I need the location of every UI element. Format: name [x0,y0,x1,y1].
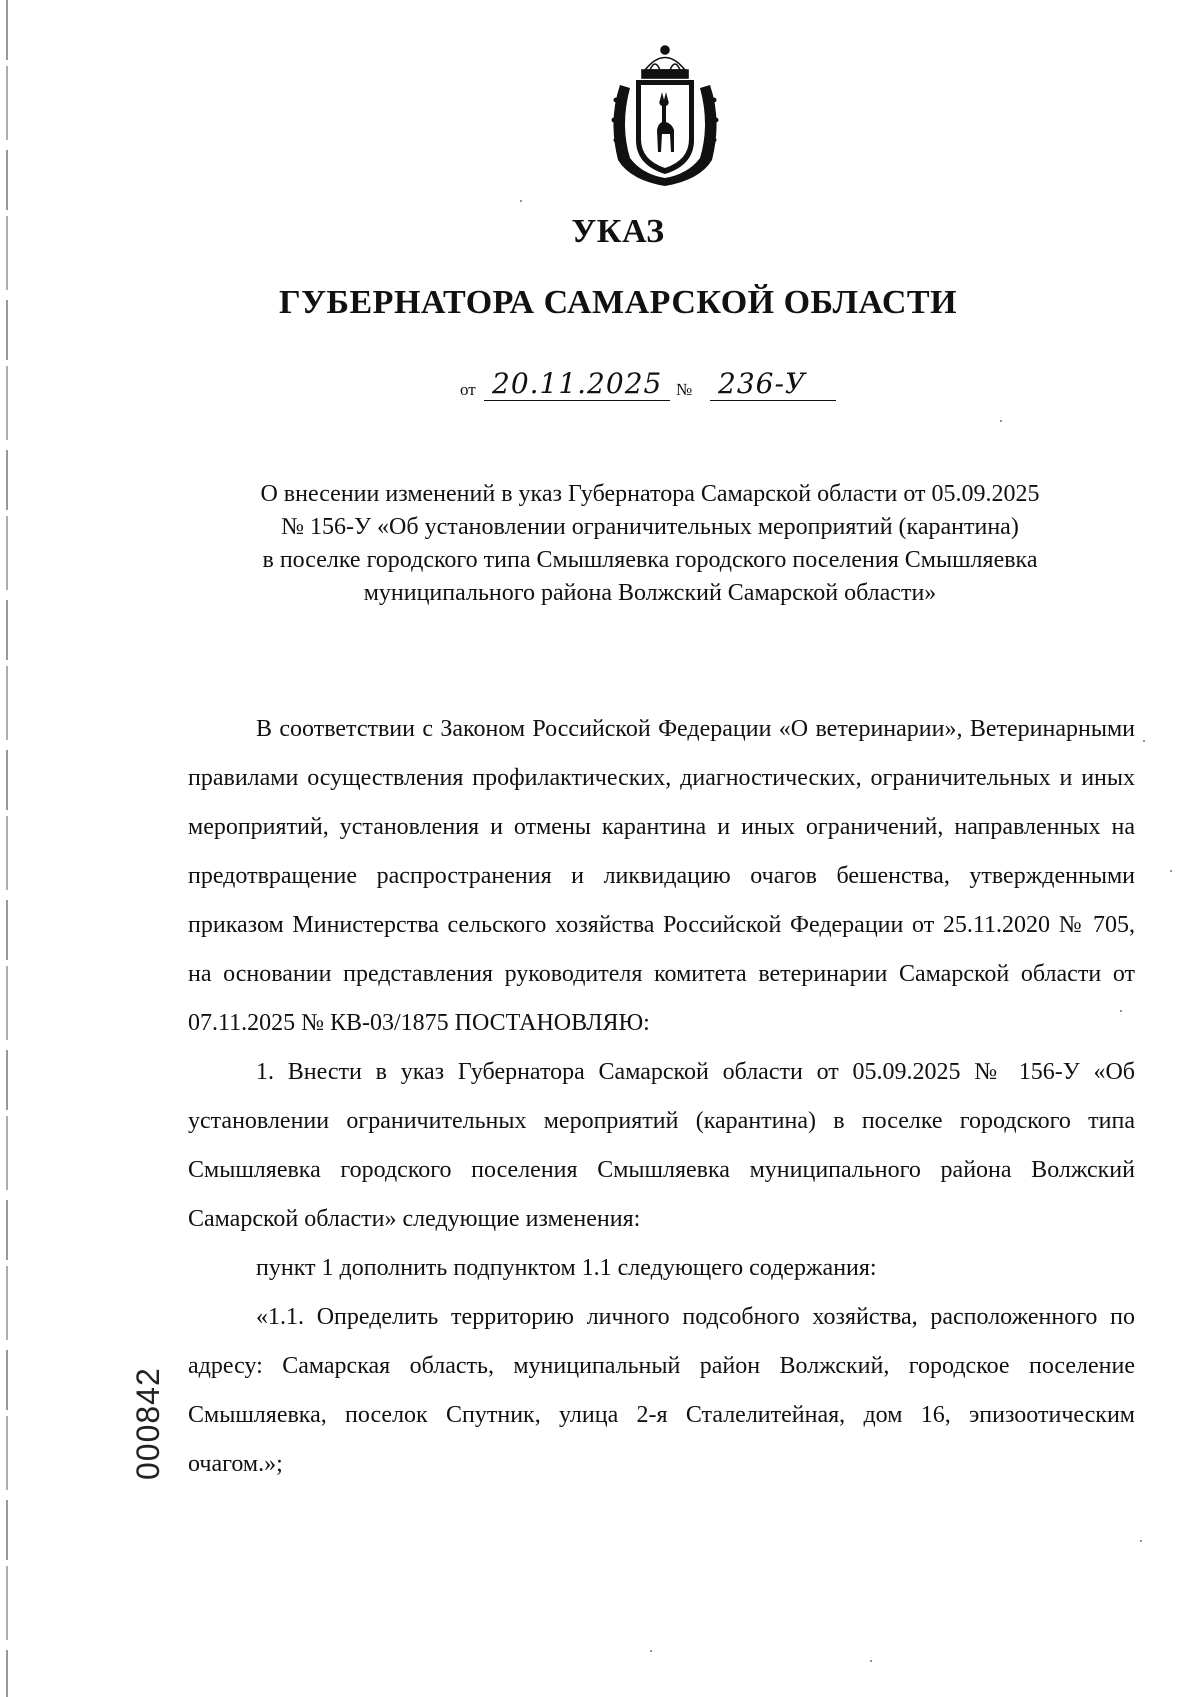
subject-line: № 156-У «Об установлении ограничительных мероприятий (карантина) [281,514,1019,540]
scan-speck [870,1660,872,1662]
document-body [188,705,1135,1489]
document-title: УКАЗ [571,213,665,250]
subject-line: в поселке городского типа Смышляевка городского поселения Смышляевка [262,547,1038,573]
subject-line: О внесении изменений в указ Губернатора Самарской области от 05.09.2025 [260,481,1040,507]
handwritten-date: 20.11.2025 [484,370,670,401]
scan-speck [1143,740,1145,742]
scan-speck [1120,1010,1122,1012]
scan-left-edge [6,0,8,1697]
scan-speck [1170,870,1172,872]
scan-speck [650,1650,652,1652]
scan-speck [1140,1540,1142,1542]
registration-number: 000842 [130,1367,166,1480]
number-label: № [676,380,693,399]
subclause-1-1-paragraph: «1.1. Определить территорию личного подсобного хозяйства, расположенного по адресу: Самарская область, муниципальный район Волжский, городское поселение Смышляевка, поселок Спутник, улица 2-я Сталелитейная, дом 16, эпизоотическим очагом.»; [188,1304,1135,1477]
subject-line: муниципального района Волжский Самарской области» [363,580,937,606]
samara-coat-of-arms-icon [600,40,730,190]
coat-of-arms-emblem [600,40,730,190]
scan-speck [1000,420,1002,422]
from-label: от [460,380,476,399]
handwritten-number: 236-У [710,370,836,401]
amendment-paragraph: пункт 1 дополнить подпунктом 1.1 следующего содержания: [256,1255,877,1281]
scan-speck [520,200,522,202]
date-number-line [460,368,900,408]
document-subtitle: ГУБЕРНАТОРА САМАРСКОЙ ОБЛАСТИ [278,284,958,321]
preamble-paragraph: В соответствии с Законом Российской Федерации «О ветеринарии», Ветеринарными правилами осуществления профилактических, диагностических, ограничительных и иных мероприятий, установления и отмены карантина и иных ограничений, направленных на предотвращение распространения и ликвидацию очагов бешенства, утвержденными приказом Министерства сельского хозяйства Российской Федерации от 25.11.2020 № 705, на основании представления руководителя комитета ветеринарии Самарской области от 07.11.2025 № КВ-03/1875 ПОСТАНОВЛЯЮ: [188,716,1135,1036]
subject-heading [160,478,1140,610]
clause-1-paragraph: 1. Внести в указ Губернатора Самарской области от 05.09.2025 № 156-У «Об установлении ограничительных мероприятий (карантина) в поселке городского типа Смышляевка городского поселения Смышляевка муниципального района Волжский Самарской области» следующие изменения: [188,1059,1135,1232]
